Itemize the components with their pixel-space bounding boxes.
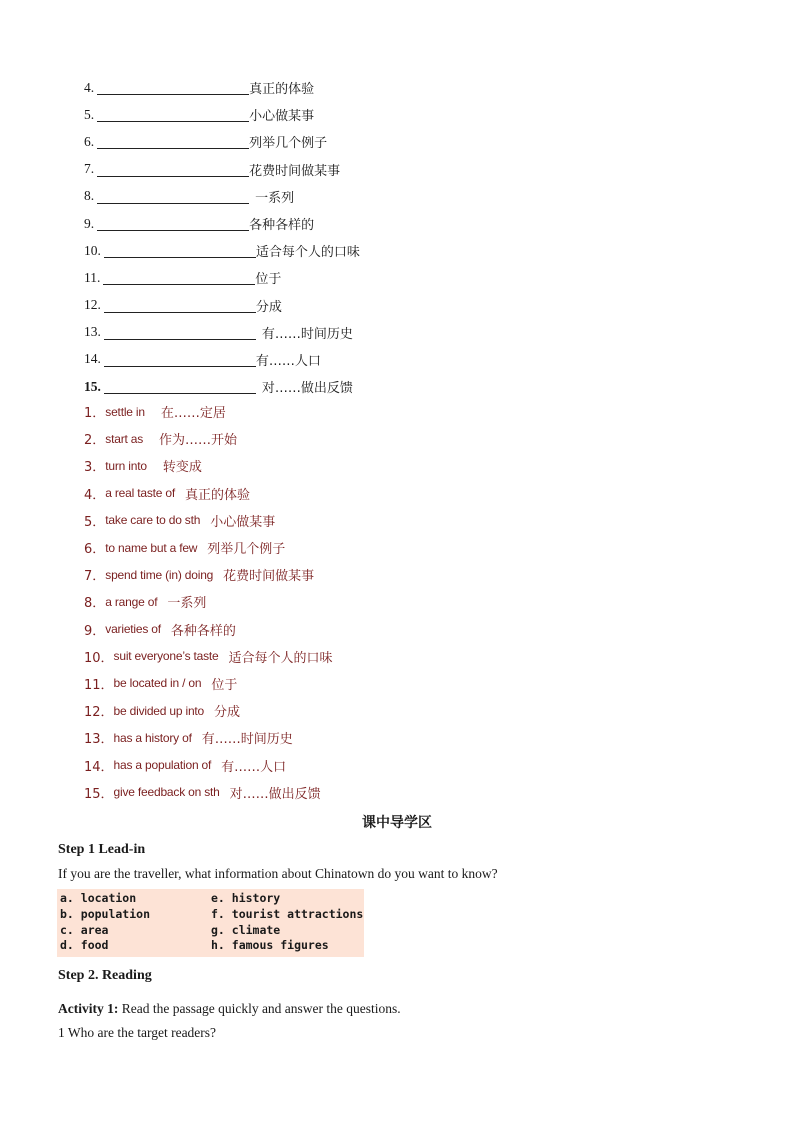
answer-english-phrase: a real taste of — [105, 486, 175, 501]
blank-chinese-meaning: 一系列 — [255, 190, 295, 206]
blank-chinese-meaning: 分成 — [255, 299, 282, 315]
answer-english-phrase: take care to do sth — [105, 513, 201, 528]
blank-number: 4. — [84, 79, 95, 95]
answer-english-phrase: settle in — [105, 404, 145, 419]
blank-chinese-meaning: 有……人口 — [255, 353, 321, 369]
answer-blank-line[interactable] — [97, 189, 249, 204]
answer-english-phrase: to name but a few — [105, 540, 198, 555]
blank-number: 14. — [84, 351, 101, 367]
answer-number: 3． — [84, 460, 106, 476]
answer-english-phrase: start as — [105, 431, 144, 446]
answer-number: 9． — [84, 623, 106, 639]
blank-number: 6. — [84, 133, 95, 149]
answer-english-phrase: a range of — [105, 594, 158, 609]
reading-question-1: 1 Who are the target readers? — [58, 1025, 217, 1040]
answer-english-phrase: be divided up into — [113, 703, 205, 718]
answer-chinese-meaning: 有……时间历史 — [201, 732, 293, 748]
section-title: 课中导学区 — [362, 815, 432, 831]
answer-chinese-meaning: 分成 — [214, 705, 241, 721]
blank-number: 10. — [84, 242, 101, 258]
answer-blank-line[interactable] — [97, 216, 249, 231]
blank-number: 9. — [84, 215, 95, 231]
answer-chinese-meaning: 在……定居 — [160, 406, 226, 422]
answer-blank-line[interactable] — [97, 107, 249, 122]
blank-row — [84, 264, 360, 291]
answer-row — [84, 751, 333, 778]
blank-row — [84, 210, 360, 237]
blank-chinese-meaning: 列举几个例子 — [249, 136, 328, 152]
answer-chinese-meaning: 花费时间做某事 — [223, 569, 315, 585]
blank-chinese-meaning: 有……时间历史 — [261, 326, 353, 342]
answer-blank-line[interactable] — [104, 379, 256, 394]
answer-row — [84, 724, 333, 751]
answer-row — [84, 697, 333, 724]
vocabulary-blank-list — [84, 74, 360, 400]
answer-chinese-meaning: 小心做某事 — [210, 514, 276, 530]
blank-number: 5. — [84, 106, 95, 122]
blank-row — [84, 156, 360, 183]
option-item: b. population — [60, 906, 151, 921]
blank-row — [84, 128, 360, 155]
blank-row — [84, 319, 360, 346]
answer-row — [84, 480, 333, 507]
answer-key-list — [84, 398, 333, 806]
answer-number: 6． — [84, 542, 106, 558]
answer-row — [84, 588, 333, 615]
activity1-instruction — [58, 1001, 401, 1017]
answer-chinese-meaning: 对……做出反馈 — [229, 786, 321, 802]
answer-chinese-meaning: 转变成 — [162, 460, 202, 476]
step1-question: If you are the traveller, what information about Chinatown do you want to know? — [58, 866, 498, 881]
option-item: c. area — [60, 922, 109, 937]
answer-number: 15． — [84, 786, 114, 802]
answer-row — [84, 398, 333, 425]
answer-chinese-meaning: 各种各样的 — [170, 623, 236, 639]
blank-number: 8. — [84, 188, 95, 204]
answer-row — [84, 452, 333, 479]
answer-chinese-meaning: 有……人口 — [221, 759, 287, 775]
blank-number: 12. — [84, 297, 101, 313]
answer-number: 2． — [84, 433, 106, 449]
blank-row — [84, 373, 360, 400]
answer-blank-line[interactable] — [104, 298, 256, 313]
option-item: g. climate — [211, 922, 281, 937]
blank-number: 7. — [84, 161, 95, 177]
blank-chinese-meaning: 位于 — [255, 272, 282, 288]
answer-row — [84, 561, 333, 588]
blank-row — [84, 346, 360, 373]
answer-chinese-meaning: 适合每个人的口味 — [228, 650, 333, 666]
answer-english-phrase: turn into — [105, 458, 147, 473]
blank-chinese-meaning: 真正的体验 — [249, 82, 315, 98]
option-item: h. famous figures — [211, 938, 329, 953]
answer-chinese-meaning: 一系列 — [167, 596, 207, 612]
answer-number: 5． — [84, 514, 106, 530]
answer-number: 11． — [84, 677, 114, 693]
answer-row — [84, 425, 333, 452]
blank-chinese-meaning: 小心做某事 — [249, 109, 315, 125]
activity1-label: Activity 1: — [58, 1001, 119, 1016]
answer-number: 12． — [84, 705, 114, 721]
blank-chinese-meaning: 花费时间做某事 — [249, 163, 341, 179]
blank-row — [84, 101, 360, 128]
answer-english-phrase: suit everyone’s taste — [113, 649, 219, 664]
blank-row — [84, 237, 360, 264]
answer-row — [84, 670, 333, 697]
answer-blank-line[interactable] — [104, 243, 256, 258]
blank-number: 13. — [84, 324, 101, 340]
answer-english-phrase: has a population of — [113, 758, 212, 773]
blank-number: 11. — [84, 269, 101, 285]
answer-chinese-meaning: 列举几个例子 — [207, 542, 286, 558]
answer-english-phrase: varieties of — [105, 622, 161, 637]
answer-number: 1． — [84, 406, 106, 422]
answer-blank-line[interactable] — [97, 162, 249, 177]
options-right-column — [211, 891, 363, 954]
answer-row — [84, 779, 333, 806]
blank-chinese-meaning: 适合每个人的口味 — [255, 245, 360, 261]
answer-blank-line[interactable] — [104, 352, 256, 367]
answer-number: 10． — [84, 650, 114, 666]
answer-row — [84, 643, 333, 670]
answer-number: 8． — [84, 596, 106, 612]
option-item: e. history — [211, 891, 281, 905]
answer-chinese-meaning: 真正的体验 — [185, 487, 251, 503]
blank-chinese-meaning: 各种各样的 — [249, 218, 315, 234]
answer-blank-line[interactable] — [97, 134, 249, 149]
answer-number: 13． — [84, 732, 114, 748]
answer-row — [84, 507, 333, 534]
blank-chinese-meaning: 对……做出反馈 — [261, 381, 353, 397]
blank-row — [84, 74, 360, 101]
options-left-column — [60, 891, 150, 954]
option-item: f. tourist attractions — [211, 906, 364, 921]
answer-row — [84, 616, 333, 643]
blank-number: 15. — [84, 378, 101, 394]
blank-row — [84, 183, 360, 210]
answer-english-phrase: spend time (in) doing — [105, 567, 214, 582]
answer-number: 7． — [84, 569, 106, 585]
answer-row — [84, 534, 333, 561]
option-item: a. location — [60, 891, 137, 905]
answer-english-phrase: give feedback on sth — [113, 785, 220, 800]
step1-title: Step 1 Lead-in — [58, 842, 146, 857]
answer-number: 14． — [84, 759, 114, 775]
answer-blank-line[interactable] — [104, 325, 256, 340]
option-item: d. food — [60, 938, 109, 953]
answer-chinese-meaning: 作为……开始 — [159, 433, 238, 449]
answer-blank-line[interactable] — [97, 80, 249, 95]
info-options-box — [57, 889, 364, 957]
answer-chinese-meaning: 位于 — [211, 677, 238, 693]
answer-blank-line[interactable] — [103, 270, 255, 285]
step2-title: Step 2. Reading — [58, 968, 152, 983]
blank-row — [84, 292, 360, 319]
answer-english-phrase: has a history of — [113, 730, 192, 745]
activity1-text: Read the passage quickly and answer the questions. — [118, 1001, 401, 1016]
answer-number: 4． — [84, 487, 106, 503]
answer-english-phrase: be located in / on — [113, 676, 202, 691]
